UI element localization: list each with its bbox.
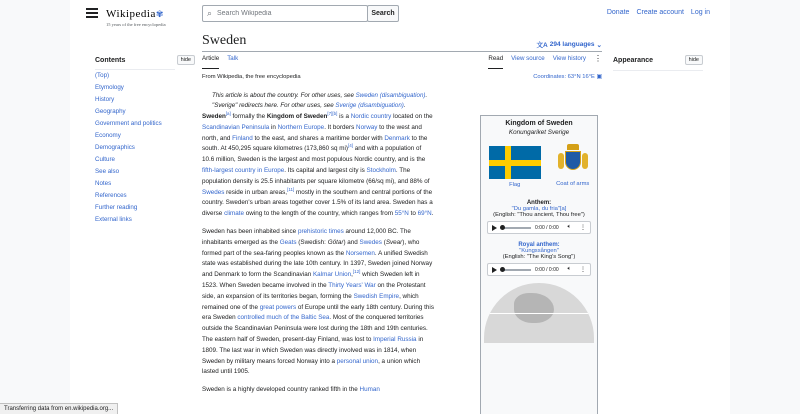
search-icon: ⌕ xyxy=(207,8,213,18)
appearance-hide-button[interactable]: hide xyxy=(685,55,703,65)
audio-seek-bar[interactable] xyxy=(501,227,531,229)
article-link[interactable]: Finland xyxy=(232,134,253,142)
reference-link[interactable]: [11] xyxy=(287,186,295,192)
toc-title: Contents xyxy=(95,56,126,64)
article-text: is a xyxy=(337,113,351,120)
paragraph-history xyxy=(202,227,434,378)
article-text: owing to the length of the country, which ranges from xyxy=(244,210,395,218)
article-text: . Its capital and largest city is xyxy=(284,166,367,174)
logo-wordmark: Wikipedia xyxy=(106,8,156,20)
article-link[interactable] xyxy=(327,111,337,116)
article-link[interactable]: Nordic country xyxy=(350,113,392,120)
paragraph-development xyxy=(202,385,434,396)
page-title: Sweden xyxy=(202,33,247,48)
article-text: , xyxy=(351,271,353,279)
royal-anthem-link[interactable]: "Kungssången" xyxy=(519,248,559,254)
article-text: Sweden has been inhabited since xyxy=(202,227,298,235)
article-text: . A unified Swedish state was established during the late 10th century. In 1397, Sweden joined Norway and Denmark to form the Scandinavian xyxy=(202,249,433,279)
article-text: . It borders xyxy=(324,123,357,131)
logo-tagline: 15 years of the free encyclopedia xyxy=(106,22,166,27)
article-link[interactable]: Stockholm xyxy=(366,166,396,174)
article-link[interactable]: 69°N xyxy=(417,210,432,218)
hatnote-1-text: This article is about the country. For other uses, see xyxy=(212,92,356,99)
subtitle-row xyxy=(202,74,602,80)
tabs-row xyxy=(202,55,602,69)
toc-item[interactable]: External links xyxy=(95,216,132,223)
toc-header xyxy=(95,55,195,65)
reference-link[interactable]: [12] xyxy=(352,269,361,275)
appearance-title: Appearance xyxy=(613,56,654,64)
article-text: around 12,000 BC. The inhabitants emerged as the xyxy=(202,227,411,246)
audio-time: 0:00 / 0:00 xyxy=(535,266,559,273)
article-link[interactable]: Swedish Empire xyxy=(353,292,400,300)
tab-read[interactable]: Read xyxy=(488,55,503,69)
tab-view-source[interactable]: View source xyxy=(511,55,545,62)
article-link[interactable]: fifth-largest country in Europe xyxy=(202,166,285,174)
article-text: ), who formed part of the sea-faring peoples known as the xyxy=(202,238,420,257)
royal-anthem-audio-player xyxy=(487,263,591,276)
toc-item[interactable]: Notes xyxy=(95,180,112,187)
user-links xyxy=(607,9,710,16)
article-link[interactable]: prehistoric times xyxy=(297,227,344,235)
article-text: located on the xyxy=(391,113,433,120)
article-text: to the south. At 450,295 square kilometres (173,860 sq mi) xyxy=(202,134,428,153)
article-text: ) and xyxy=(343,238,360,246)
infobox xyxy=(480,115,598,414)
hatnote-2-text: "Sverige" redirects here. For other uses, see xyxy=(212,102,336,109)
more-options-icon[interactable]: ⋮ xyxy=(580,267,586,273)
coordinates-text: Coordinates: 63°N 16°E xyxy=(533,74,595,80)
toc-item[interactable]: Economy xyxy=(95,132,121,139)
article-link[interactable]: Imperial Russia xyxy=(373,335,417,343)
play-icon[interactable] xyxy=(492,267,497,273)
toc-item[interactable]: Demographics xyxy=(95,144,135,151)
create-account-link[interactable]: Create account xyxy=(636,9,684,16)
infobox-images xyxy=(481,144,597,192)
volume-icon[interactable]: 🔈︎ xyxy=(567,224,572,230)
article-link[interactable]: Northern Europe xyxy=(277,123,325,131)
location-map-image[interactable] xyxy=(484,283,594,343)
header xyxy=(70,0,730,28)
article-text: which Sweden left in 1523. When Sweden became involved in the xyxy=(202,271,420,289)
article-link[interactable]: Human xyxy=(359,386,380,394)
hatnote-2-link[interactable]: Sverige (disambiguation) xyxy=(335,102,404,109)
article-text: mostly in the southern and central portions of the country. Sweden's urban areas together cover 1.5% of its land area. Sweden has a diverse xyxy=(202,188,433,218)
coat-cell xyxy=(556,144,589,192)
appearance-divider xyxy=(613,70,703,71)
royal-anthem-translation: (English: "The King's Song") xyxy=(502,254,576,260)
map-icon: ▣ xyxy=(596,74,602,80)
more-options-icon[interactable]: ⋮ xyxy=(580,225,586,231)
article-text: Götar xyxy=(327,238,344,246)
toc-list xyxy=(95,70,195,226)
article-text: (Swedish: xyxy=(296,238,328,246)
article-link[interactable]: personal union xyxy=(336,357,379,365)
from-note: From Wikipedia, the free encyclopedia xyxy=(202,74,301,80)
article-text: . xyxy=(431,210,434,218)
article-text: ( xyxy=(381,238,386,246)
infobox-title: Kingdom of Sweden xyxy=(505,120,573,127)
wikipedia-logo[interactable] xyxy=(106,4,176,27)
article-link[interactable]: Thirty Years' War xyxy=(328,281,376,289)
globe-icon: ✾ xyxy=(155,9,164,19)
article-text: , a union which lasted until 1905. xyxy=(202,357,421,376)
article-link[interactable]: 55°N xyxy=(394,210,409,218)
login-link[interactable]: Log in xyxy=(690,9,710,16)
audio-seek-bar[interactable] xyxy=(501,269,531,271)
reference-link[interactable]: [7][b] xyxy=(327,110,338,116)
toc-item[interactable]: See also xyxy=(95,168,120,175)
toc-item[interactable]: History xyxy=(95,96,115,103)
hatnote-1-link[interactable]: Sweden (disambiguation) xyxy=(355,92,426,99)
article-text: in xyxy=(269,123,278,131)
article-text: . Most of the conquered territories outside the Scandinavian Peninsula were lost during the 18th and 19th centuries. The eastern half of Sweden, present-day Finland, was lost to xyxy=(202,314,428,343)
right-gutter xyxy=(730,0,800,414)
toc-item[interactable]: Culture xyxy=(95,156,115,163)
status-bar: Transferring data from en.wikipedia.org... xyxy=(0,403,118,414)
article-text: . The population density is 25.5 inhabitants per square kilometre (66/sq mi), and 88% of xyxy=(202,166,430,185)
donate-link[interactable]: Donate xyxy=(606,9,630,16)
article-link[interactable]: Scandinavian Peninsula xyxy=(202,123,270,131)
sweden-flag-image[interactable] xyxy=(489,146,541,179)
play-icon[interactable] xyxy=(492,225,497,231)
title-row xyxy=(202,33,602,52)
audio-time: 0:00 / 0:00 xyxy=(535,224,559,231)
article-text: of Europe until the early 18th century. During this era Sweden xyxy=(202,303,434,322)
article-text: on the Protestant side, an expansion of its territories began, forming the xyxy=(202,281,426,300)
article-text: formally the xyxy=(230,113,267,120)
article-text: in 1809. The last war in which Sweden was directly involved was in 1814, when Sweden by military means forced Norway into a xyxy=(202,335,424,365)
toc-item[interactable]: Etymology xyxy=(95,84,124,91)
article-link[interactable]: Denmark xyxy=(384,134,410,142)
toc-sidebar xyxy=(95,55,195,226)
anthem-link[interactable]: "Du gamla, du fria"[a] xyxy=(511,206,567,212)
volume-icon[interactable]: 🔈︎ xyxy=(567,266,572,272)
reference-link[interactable]: [a] xyxy=(225,110,231,116)
article-text: Sweden is a highly developed country ranked fifth in the xyxy=(202,386,360,394)
toc-item[interactable]: Geography xyxy=(95,108,126,115)
article-text: Sweden xyxy=(202,113,226,120)
article-text: , which remained one of the xyxy=(202,292,419,311)
article-text: to the west and north, and xyxy=(202,123,422,142)
article-text: Svear xyxy=(385,238,403,246)
article-text: to xyxy=(408,210,418,218)
flag-cell xyxy=(489,144,541,192)
toc-item[interactable]: Further reading xyxy=(95,204,138,211)
anthem-label: Anthem: xyxy=(526,200,552,206)
article-link[interactable]: Swedes xyxy=(359,238,382,246)
search-button[interactable]: Search xyxy=(367,5,399,22)
search-input[interactable] xyxy=(217,10,357,17)
article-link[interactable]: Kalmar Union xyxy=(312,271,352,279)
main-menu-icon[interactable] xyxy=(86,8,98,18)
article-link[interactable]: great powers xyxy=(259,303,297,311)
search-box[interactable] xyxy=(202,5,368,22)
article-text: Kingdom of Sweden xyxy=(266,113,328,120)
flag-link[interactable]: Flag xyxy=(509,182,521,188)
left-gutter xyxy=(0,0,70,414)
anthem-audio-player xyxy=(487,221,591,234)
article-link[interactable]: Swedes xyxy=(202,188,225,196)
toc-item[interactable]: References xyxy=(95,192,127,199)
article-text: and with a population of 10.6 million, Sweden is the largest and most populous Nordic country, and is the xyxy=(202,145,426,164)
article-link[interactable]: controlled much of the Baltic Sea xyxy=(237,314,330,322)
more-tools-icon[interactable]: ⋮ xyxy=(594,54,602,63)
article-body xyxy=(202,112,434,403)
article-text: to the east, and shares a maritime border with xyxy=(252,134,385,142)
hatnote: This article is about the country. For other uses, see Sweden (disambiguation). "Sverige" redirects here. For other uses, see Sverige (disambiguation). xyxy=(212,92,428,109)
coordinates-link[interactable] xyxy=(533,74,602,80)
article-link[interactable]: Norsemen xyxy=(345,249,375,257)
paragraph-lead xyxy=(202,112,434,220)
article-link[interactable]: climate xyxy=(224,210,245,218)
tab-article[interactable]: Article xyxy=(202,55,219,69)
tab-talk[interactable]: Talk xyxy=(227,55,239,62)
article-link[interactable]: Geats xyxy=(279,238,297,246)
tab-view-history[interactable]: View history xyxy=(552,55,586,62)
language-icon: 文A xyxy=(536,42,548,49)
main-header xyxy=(202,33,602,111)
language-button[interactable] xyxy=(537,40,602,49)
coat-of-arms-link[interactable]: Coat of arms xyxy=(556,181,590,187)
article-link[interactable]: Norway xyxy=(356,123,378,131)
royal-anthem-label[interactable]: Royal anthem: xyxy=(518,242,560,248)
toc-item[interactable]: Government and politics xyxy=(95,120,162,127)
coat-of-arms-image[interactable] xyxy=(558,144,588,179)
page xyxy=(70,0,730,414)
toc-item[interactable]: (Top) xyxy=(95,72,110,79)
chevron-down-icon: ⌄ xyxy=(596,41,602,49)
toc-hide-button[interactable]: hide xyxy=(177,55,195,65)
reference-link[interactable]: [4] xyxy=(347,143,353,149)
appearance-panel xyxy=(613,55,703,65)
language-count: 294 languages xyxy=(549,41,595,48)
infobox-native-name: Konungariket Sverige xyxy=(508,129,570,136)
article-text: reside in urban areas, xyxy=(224,188,288,196)
anthem-translation: (English: "Thou ancient, Thou free") xyxy=(493,212,585,218)
